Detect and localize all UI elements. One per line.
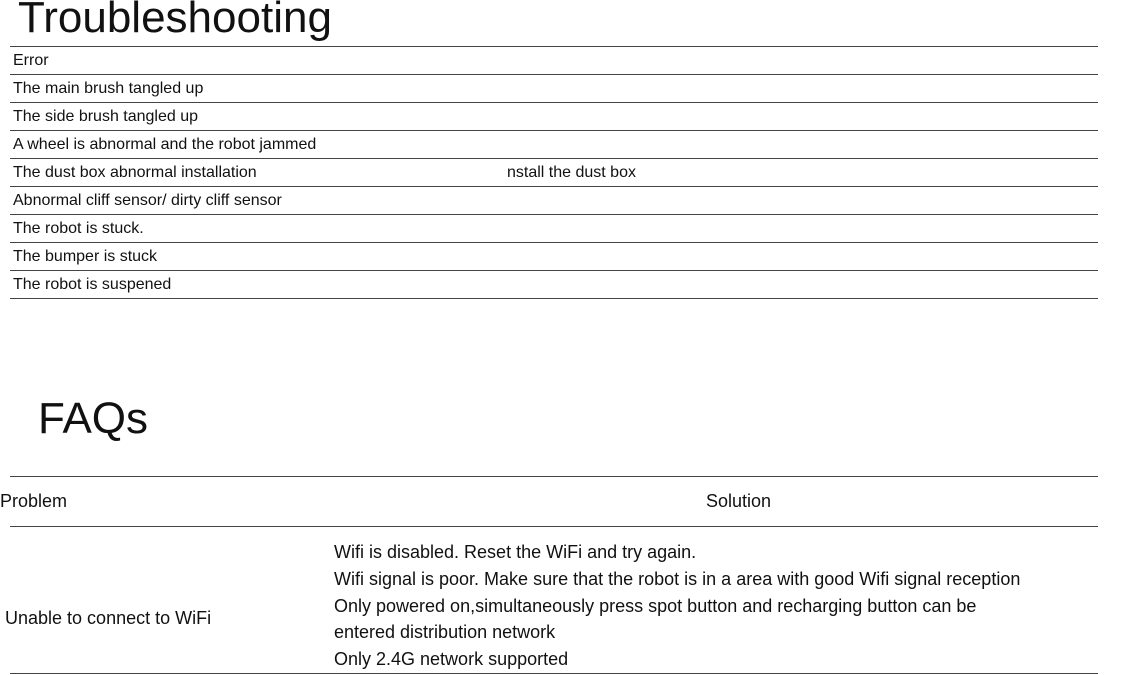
faqs-title: FAQs (38, 394, 149, 443)
solution-column-header: Solution (706, 491, 772, 511)
error-cell: The bumper is stuck (13, 248, 158, 265)
faq-solution-line: Wifi signal is poor. Make sure that the robot is in a area with good Wifi signal reception (334, 568, 1021, 589)
faq-solution-list (334, 539, 1020, 673)
table-row (10, 130, 1098, 158)
faq-bottom-divider (10, 673, 1098, 674)
table-row (10, 242, 1098, 270)
troubleshooting-table (10, 46, 1098, 299)
faq-top-divider (10, 476, 1098, 477)
error-cell: A wheel is abnormal and the robot jammed (13, 136, 317, 153)
faq-solution-line: Only 2.4G network supported (334, 649, 569, 670)
table-row (10, 102, 1098, 130)
problem-column-header: Problem (0, 491, 68, 511)
table-row (10, 74, 1098, 102)
table-row (10, 214, 1098, 242)
table-row (10, 186, 1098, 214)
table-header-row (10, 46, 1098, 74)
faq-solution-line: entered distribution network (334, 622, 556, 643)
error-cell: The main brush tangled up (13, 80, 204, 97)
error-cell: The side brush tangled up (13, 108, 199, 125)
error-cell: The robot is suspened (13, 276, 172, 293)
error-cell: Abnormal cliff sensor/ dirty cliff sensor (13, 192, 282, 209)
solution-cell: nstall the dust box (507, 164, 636, 181)
faq-header-divider (10, 526, 1098, 527)
error-column-header: Error (13, 52, 49, 69)
faq-problem-cell: Unable to connect to WiFi (5, 608, 212, 628)
error-cell: The robot is stuck. (13, 220, 144, 237)
troubleshooting-title: Troubleshooting (18, 0, 332, 42)
table-row (10, 158, 1098, 186)
table-row (10, 270, 1098, 299)
error-cell: The dust box abnormal installation (13, 164, 257, 181)
faq-solution-line: Wifi is disabled. Reset the WiFi and try again. (334, 542, 697, 562)
faq-solution-line: Only powered on,simultaneously press spot button and recharging button can be (334, 595, 977, 616)
